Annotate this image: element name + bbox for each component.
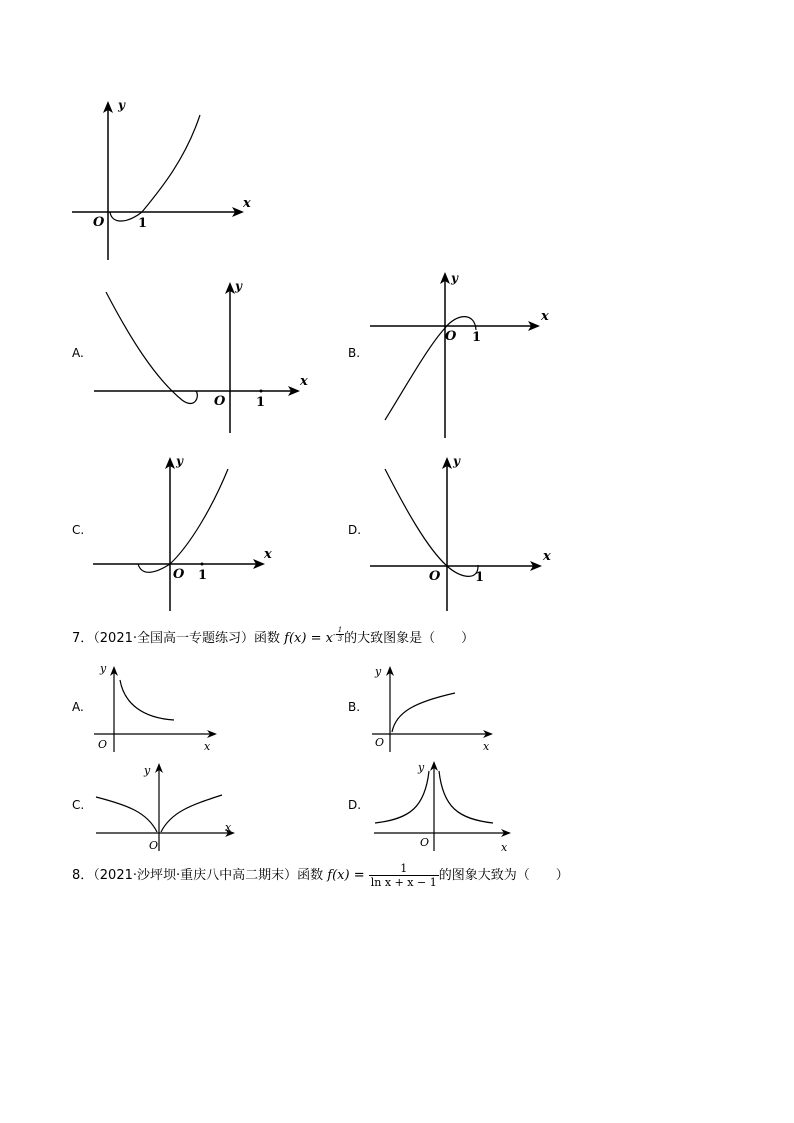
y-label: y [100, 662, 107, 675]
x-label: x [204, 740, 211, 753]
q7-option-a-graph[interactable] [92, 658, 222, 753]
q7-option-d-graph[interactable] [370, 757, 520, 852]
q7-option-c-graph[interactable] [92, 757, 242, 852]
q7-option-a-label: A. [72, 700, 84, 714]
q8-source: （2021·沙坪坝·重庆八中高二期末）函数 [93, 868, 324, 883]
x-label: x [501, 841, 508, 852]
q6-reference-graph [60, 95, 260, 265]
origin-label: O [98, 738, 108, 751]
q8-stem [72, 862, 569, 889]
origin-label: O [445, 329, 457, 344]
q6-option-b-graph[interactable] [365, 268, 565, 443]
q8-denominator: ln x + x − 1 [370, 876, 437, 889]
origin-label: O [420, 836, 430, 849]
q7-source: （2021·全国高一专题练习）函数 [93, 630, 280, 646]
tick-mark [260, 390, 263, 393]
one-label: 1 [475, 570, 485, 585]
q8-tail: 的图象大致为（ ） [438, 868, 569, 883]
x-label: x [541, 309, 549, 324]
q6-option-a-label: A. [72, 346, 84, 360]
q7-stem [72, 626, 474, 646]
q7-option-c-label: C. [72, 798, 85, 812]
q7-option-b-graph[interactable] [370, 660, 500, 755]
curve [385, 469, 478, 576]
y-label: y [176, 454, 183, 468]
q8-function: f(x) [327, 868, 350, 883]
y-label: y [418, 761, 425, 774]
origin-label: O [214, 394, 226, 409]
q8-number: 8． [72, 868, 94, 883]
q6-option-a-graph[interactable] [90, 278, 320, 438]
origin-label: O [173, 567, 185, 582]
q8-fraction [369, 862, 439, 889]
origin-label: O [429, 569, 441, 584]
x-label: x [300, 374, 308, 389]
curve [110, 115, 200, 221]
origin-label: O [149, 839, 159, 852]
one-label: 1 [256, 395, 266, 410]
q6-option-d-label: D. [348, 523, 362, 537]
curve-left [96, 797, 157, 832]
q8-eq: = [353, 868, 365, 883]
x-label: x [243, 196, 251, 211]
curve-left [375, 771, 429, 823]
curve [106, 292, 197, 404]
x-label: x [483, 740, 490, 753]
y-label: y [451, 271, 458, 285]
y-label: y [118, 98, 125, 112]
y-label: y [375, 665, 382, 678]
q6-option-c-graph[interactable] [90, 453, 290, 613]
curve [385, 317, 476, 420]
one-label: 1 [472, 330, 482, 345]
q7-option-d-label: D. [348, 798, 362, 812]
curve [138, 469, 228, 572]
q7-option-b-label: B. [348, 700, 361, 714]
x-label: x [225, 821, 232, 834]
q6-option-c-label: C. [72, 523, 85, 537]
x-label: x [264, 547, 272, 562]
tick-mark [201, 563, 204, 566]
q6-option-b-label: B. [348, 346, 361, 360]
y-label: y [453, 454, 460, 468]
q7-function: $f(x) = x^{- \frac{1}{3}}$ [284, 626, 343, 646]
q7-tail: 的大致图象是（ ） [344, 630, 475, 646]
curve-right [161, 795, 222, 832]
curve-right [439, 771, 493, 823]
origin-label: O [375, 736, 385, 749]
one-label: 1 [198, 568, 208, 583]
y-label: y [144, 764, 151, 777]
x-label: x [543, 549, 551, 564]
curve [120, 680, 174, 720]
q8-numerator: 1 [369, 862, 439, 876]
origin-label: O [93, 215, 105, 230]
curve [392, 693, 455, 732]
y-label: y [235, 279, 242, 293]
one-label: 1 [138, 216, 148, 231]
q6-option-d-graph[interactable] [365, 453, 565, 613]
q7-number: 7． [72, 630, 94, 646]
